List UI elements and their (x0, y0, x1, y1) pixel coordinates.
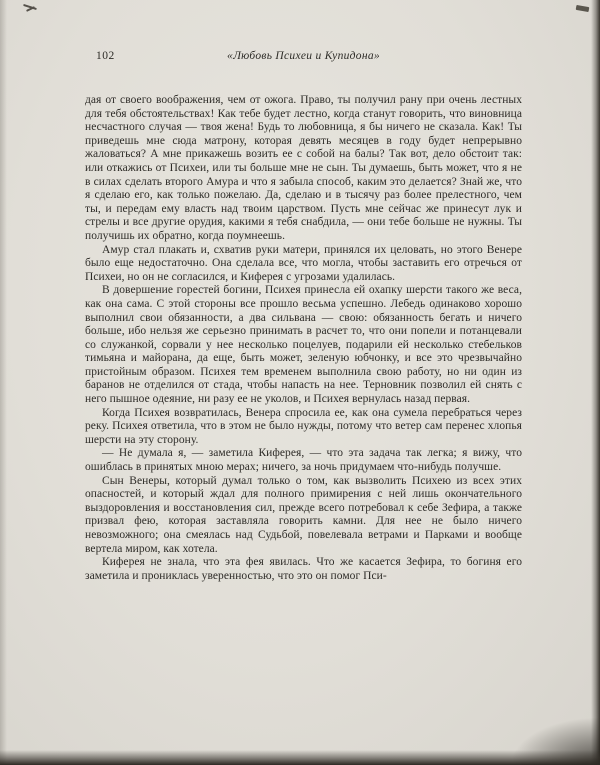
paragraph: Сын Венеры, который думал только о том, как вызволить Психею из всех этих опасностей, и который ждал для полного примирения с ней лишь окончательного выздоровления и восстановления сил, прежде всего потребовал к себе Зефира, а также призвал фею, которая заставляла говорить камни. Для нее не было ничего невозможного; она смеялась над Судьбой, повелевала ветрами и Парками и вообще вертела миром, как хотела. (85, 474, 522, 555)
scan-mark-top-right (576, 5, 590, 12)
scan-edge-shadow-left (0, 0, 7, 765)
scan-corner-shadow-bottom-right (510, 717, 600, 765)
scan-mark-top-left (22, 2, 40, 14)
running-head (85, 50, 522, 65)
paragraph: Когда Психея возвратилась, Венера спросила ее, как она сумела перебраться через реку. Психея ответила, что в этом не было нужды, потому что ветер сам перенес хлопья шерсти на эту сторону. (85, 406, 522, 446)
paragraph: В довершение горестей богини, Психея принесла ей охапку шерсти такого же веса, как она сама. С этой стороны все прошло весьма успешно. Лебедь одинаково хорошо выполнил свои обязанности, а два сильвана — свою: обязанность бегать и ничего больше, ибо нельзя же серьезно принимать в расчет то, что они попели и потанцевали со служанкой, сорвали у нее несколько поцелуев, подарили ей несколько стебельков тимьяна и майорана, да еще, быть может, зеленую юбчонку, и все это чрезвычайно пристойным образом. Психея тем временем выполнила свою работу, но ни один из баранов не отделился от стада, чтобы напасть на нее. Терновник позволил ей снять с него пышное одеяние, ни разу ее не уколов, и Психея вернулась назад первая. (85, 284, 522, 406)
page-body (85, 94, 522, 583)
scan-edge-shadow-bottom (0, 750, 600, 765)
paragraph: Амур стал плакать и, схватив руки матери, принялся их целовать, но этого Венере было еще недостаточно. Она сделала все, что могла, чтобы заставить его отречься от Психеи, но он не согласился, и Киферея с угрозами удалилась. (85, 243, 522, 283)
paragraph: Киферея не знала, что эта фея явилась. Что же касается Зефира, то богиня его заметила и прониклась уверенностью, что это он помог Пси- (85, 556, 522, 582)
page-number: 102 (96, 50, 115, 62)
scan-edge-shadow-right (591, 0, 600, 765)
running-title: «Любовь Психеи и Купидона» (227, 50, 380, 62)
paragraph-continuation: дая от своего воображения, чем от ожога. Право, ты получил рану при очень лестных для тебя обстоятельствах! Как тебе будет лестно, когда станут говорить, что виновница несчастного случая — твоя жена! Будь то любовница, я бы ничего не сказала. Как! Ты приведешь мне сюда матрону, которая девять месяцев в году будет непрерывно жаловаться? А мне прикажешь возить ее с собой на балы? Так вот, дело обстоит так: или откажись от Психеи, или ты больше мне не сын. Ты думаешь, быть может, что я не в силах сделать второго Амура и что я забыла способ, каким это делается? Знай же, что я сделаю его, как только пожелаю. Да, сделаю и в тысячу раз более прелестного, чем ты, и передам ему власть над твоим царством. Пусть мне сейчас же принесут лук и стрелы и все другие орудия, какими я тебя снабдила, — они тебе больше не нужны. Ты получишь их обратно, когда поумнеешь. (85, 94, 522, 242)
paragraph-dialogue: — Не думала я, — заметила Киферея, — что эта задача так легка; я вижу, что ошиблась в принятых мною мерах; ничего, за ночь придумаем что-нибудь получше. (85, 447, 522, 474)
